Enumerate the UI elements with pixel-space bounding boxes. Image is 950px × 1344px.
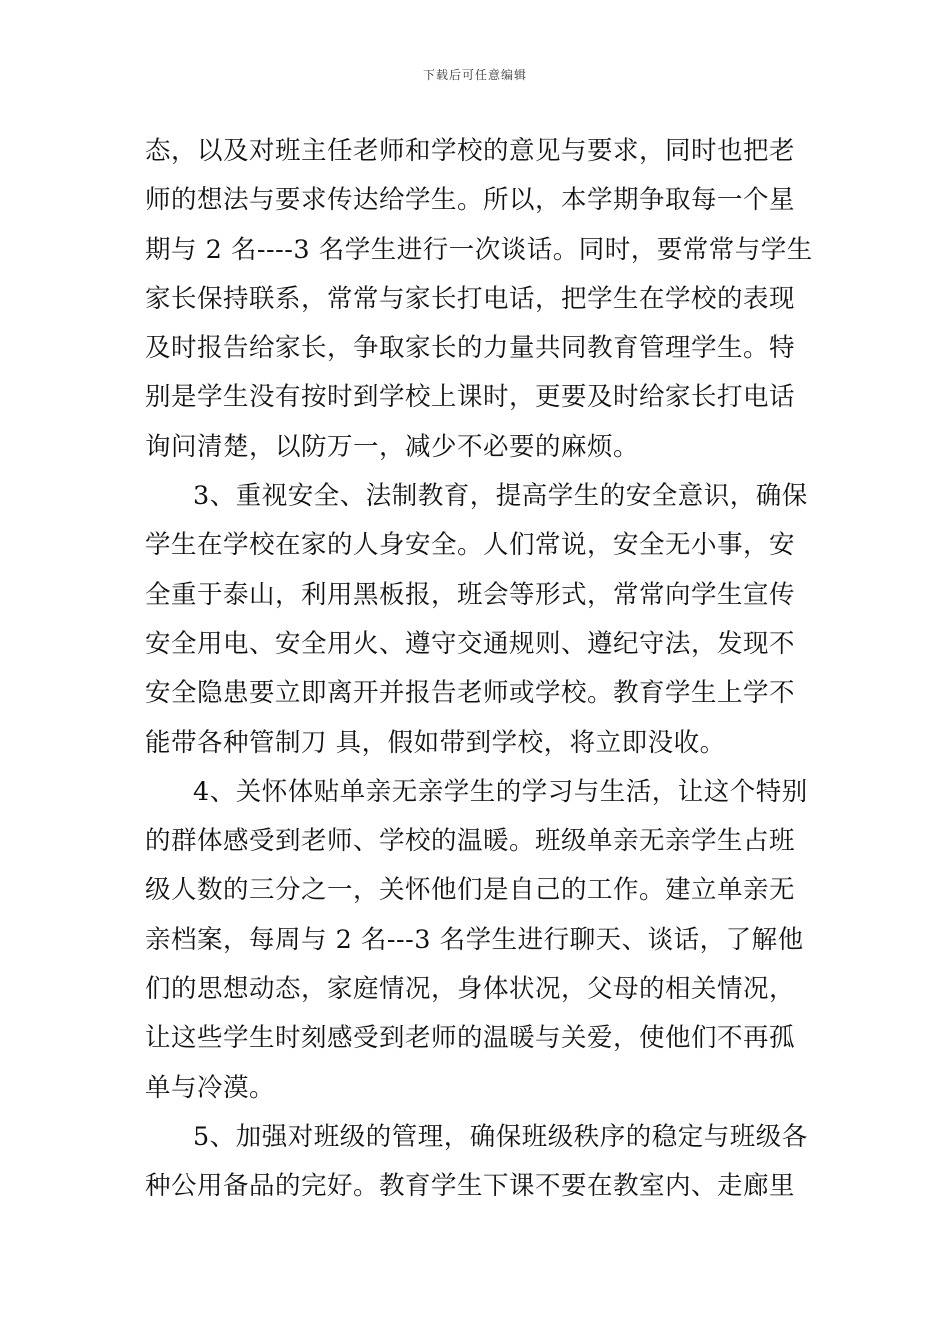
text-line: 的群体感受到老师、学校的温暖。班级单亲无亲学生占班 (145, 826, 796, 857)
text-line: 及时报告给家长，争取家长的力量共同教育管理学生。特 (145, 333, 796, 364)
text-line: 安全隐患要立即离开并报告老师或学校。教育学生上学不 (145, 678, 796, 709)
text-line: 单与冷漠。 (145, 1072, 276, 1103)
text-line: 询问清楚，以防万一，减少不必要的麻烦。 (145, 431, 640, 462)
paragraph-3-first-line: 3、重视安全、法制教育，提高学生的安全意识，确保 (193, 481, 808, 512)
text-line: 家长保持联系，常常与家长打电话，把学生在学校的表现 (145, 283, 796, 314)
text-line: 师的想法与要求传达给学生。所以，本学期争取每一个星 (145, 185, 796, 216)
text-line: 学生在学校在家的人身安全。人们常说，安全无小事，安 (145, 530, 796, 561)
text-line: 们的思想动态，家庭情况，身体状况，父母的相关情况， (145, 974, 796, 1005)
paragraph-5-first-line: 5、加强对班级的管理，确保班级秩序的稳定与班级各 (193, 1121, 808, 1152)
text-line: 全重于泰山，利用黑板报，班会等形式，常常向学生宣传 (145, 579, 796, 610)
header-note: 下载后可任意编辑 (422, 68, 527, 82)
text-line: 安全用电、安全用火、遵守交通规则、遵纪守法，发现不 (145, 628, 796, 659)
text-line: 亲档案，每周与 2 名---3 名学生进行聊天、谈话，了解他 (145, 924, 804, 955)
text-line: 种公用备品的完好。教育学生下课不要在教室内、走廊里 (145, 1171, 796, 1202)
text-line: 别是学生没有按时到学校上课时，更要及时给家长打电话 (145, 382, 796, 413)
text-line: 能带各种管制刀 具，假如带到学校，将立即没收。 (145, 727, 726, 758)
body-text (145, 127, 813, 1212)
text-line: 态，以及对班主任老师和学校的意见与要求，同时也把老 (145, 136, 796, 166)
paragraph-4-first-line: 4、关怀体贴单亲无亲学生的学习与生活，让这个特别 (193, 776, 808, 807)
text-line: 让这些学生时刻感受到老师的温暖与关爱，使他们不再孤 (145, 1023, 796, 1054)
text-line: 级人数的三分之一，关怀他们是自己的工作。建立单亲无 (145, 875, 796, 906)
text-line: 期与 2 名----3 名学生进行一次谈话。同时，要常常与学生 (145, 234, 813, 265)
